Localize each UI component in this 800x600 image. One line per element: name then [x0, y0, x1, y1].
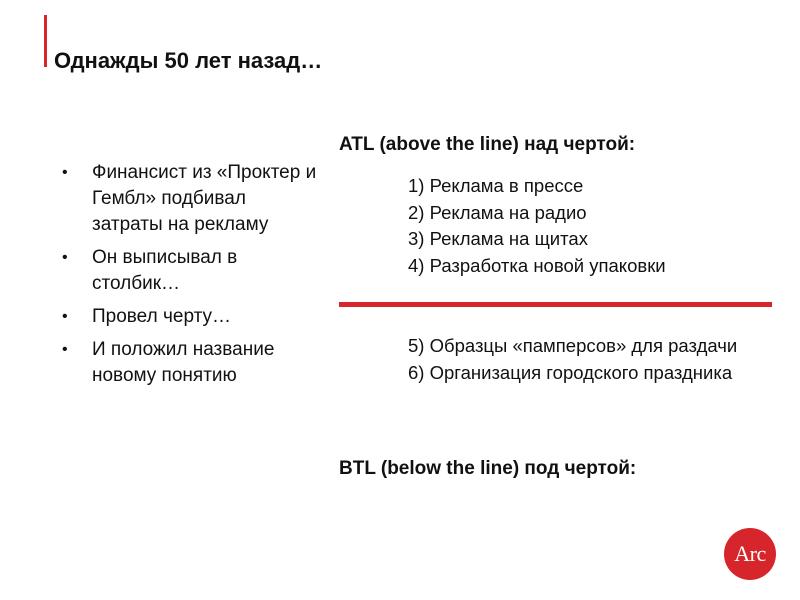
- bullet-text: Провел черту…: [92, 306, 232, 327]
- the-line-divider: [339, 302, 772, 307]
- bullet-marker: •: [62, 164, 68, 181]
- bullet-item: [60, 245, 320, 297]
- bullet-text: Он выписывал в столбик…: [92, 247, 238, 294]
- btl-heading: BTL (below the line) под чертой:: [339, 458, 637, 479]
- btl-list: [408, 333, 768, 386]
- title-accent-bar: [44, 15, 47, 67]
- atl-item: 1) Реклама в прессе: [408, 175, 584, 196]
- bullet-item: [60, 304, 320, 330]
- bullet-item: [60, 337, 320, 389]
- slide-title: Однажды 50 лет назад…: [54, 48, 323, 73]
- bullet-marker: •: [62, 308, 68, 325]
- atl-item: 2) Реклама на радио: [408, 201, 587, 223]
- btl-item: 5) Образцы «памперсов» для раздачи: [408, 335, 738, 356]
- bullet-marker: •: [62, 249, 68, 266]
- atl-heading: ATL (above the line) над чертой:: [339, 134, 636, 155]
- bullet-text: И положил название новому понятию: [92, 339, 275, 386]
- bullet-item: [60, 160, 320, 238]
- arc-logo: Arc: [724, 528, 776, 580]
- atl-list: [408, 173, 768, 279]
- bullet-list: [60, 160, 320, 396]
- atl-item: 4) Разработка новой упаковки: [408, 254, 666, 276]
- bullet-marker: •: [62, 341, 68, 358]
- atl-item: 3) Реклама на щитах: [408, 228, 588, 249]
- btl-item: 6) Организация городского праздника: [408, 361, 733, 383]
- bullet-text: Финансист из «Проктер и Гембл» подбивал затраты на рекламу: [92, 162, 317, 235]
